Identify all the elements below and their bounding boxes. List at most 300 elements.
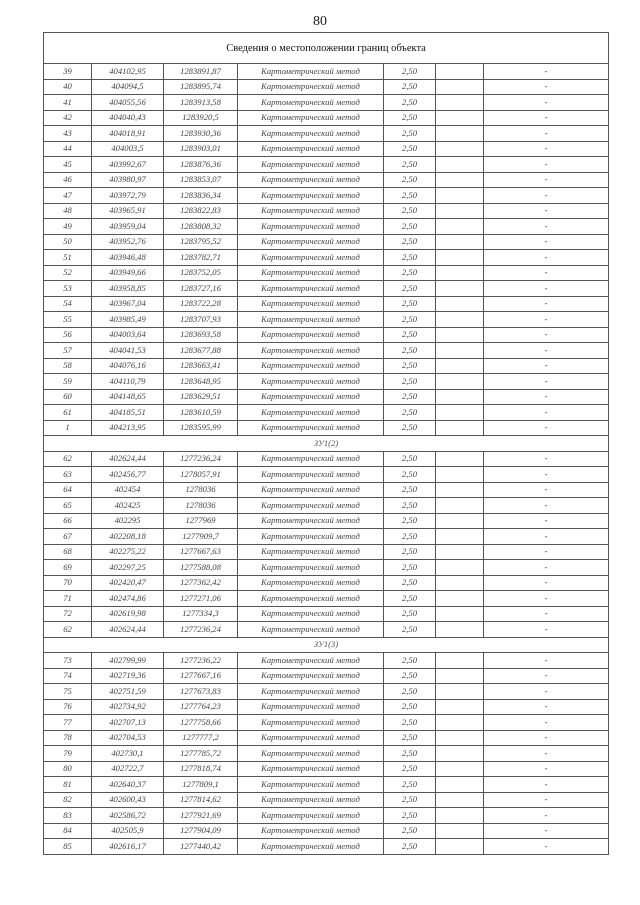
point-number: 65: [44, 498, 92, 514]
coord-x: 404213,95: [92, 420, 164, 436]
description-cell: -: [484, 188, 609, 204]
precision-cell: 2,50: [384, 250, 436, 266]
precision-cell: 2,50: [384, 839, 436, 855]
empty-cell: [436, 172, 484, 188]
method-cell: Картометрический метод: [238, 203, 384, 219]
coord-x: 404094,5: [92, 79, 164, 95]
description-cell: -: [484, 684, 609, 700]
coord-y: 1283693,58: [164, 327, 238, 343]
coord-y: 1283677,88: [164, 343, 238, 359]
point-number: 60: [44, 389, 92, 405]
coord-y: 1277777,2: [164, 730, 238, 746]
table-row: [44, 64, 609, 80]
method-cell: Картометрический метод: [238, 157, 384, 173]
point-number: 53: [44, 281, 92, 297]
coord-x: 402719,36: [92, 668, 164, 684]
method-cell: Картометрический метод: [238, 715, 384, 731]
point-number: 61: [44, 405, 92, 421]
table-row: [44, 312, 609, 328]
table-row: [44, 498, 609, 514]
coord-x: 404003,5: [92, 141, 164, 157]
coord-x: 402704,53: [92, 730, 164, 746]
coord-x: 404076,16: [92, 358, 164, 374]
method-cell: Картометрический метод: [238, 513, 384, 529]
empty-cell: [436, 110, 484, 126]
precision-cell: 2,50: [384, 312, 436, 328]
coord-x: 402275,22: [92, 544, 164, 560]
table-title: Сведения о местоположении границ объекта: [44, 33, 609, 64]
coord-x: 402425: [92, 498, 164, 514]
point-number: 43: [44, 126, 92, 142]
coord-x: 402420,47: [92, 575, 164, 591]
description-cell: -: [484, 312, 609, 328]
table-row: [44, 761, 609, 777]
description-cell: -: [484, 64, 609, 80]
section-header-row: [44, 436, 609, 452]
table-row: [44, 653, 609, 669]
page-number: 80: [313, 14, 327, 29]
coord-x: 403946,48: [92, 250, 164, 266]
description-cell: -: [484, 141, 609, 157]
table-row: [44, 808, 609, 824]
table-row: [44, 777, 609, 793]
table-row: [44, 95, 609, 111]
table-title-row: [44, 33, 609, 64]
table-row: [44, 467, 609, 483]
table-row: [44, 482, 609, 498]
precision-cell: 2,50: [384, 575, 436, 591]
description-cell: -: [484, 420, 609, 436]
description-cell: -: [484, 389, 609, 405]
coord-y: 1278036: [164, 498, 238, 514]
coord-y: 1283722,28: [164, 296, 238, 312]
precision-cell: 2,50: [384, 172, 436, 188]
description-cell: -: [484, 203, 609, 219]
description-cell: -: [484, 498, 609, 514]
empty-cell: [436, 575, 484, 591]
coord-y: 1277818,74: [164, 761, 238, 777]
point-number: 46: [44, 172, 92, 188]
empty-cell: [436, 591, 484, 607]
coord-y: 1278057,91: [164, 467, 238, 483]
method-cell: Картометрический метод: [238, 777, 384, 793]
table-row: [44, 529, 609, 545]
precision-cell: 2,50: [384, 203, 436, 219]
coord-x: 402640,37: [92, 777, 164, 793]
coord-y: 1283808,32: [164, 219, 238, 235]
coord-y: 1277236,22: [164, 653, 238, 669]
point-number: 85: [44, 839, 92, 855]
coord-y: 1283853,07: [164, 172, 238, 188]
description-cell: -: [484, 265, 609, 281]
point-number: 67: [44, 529, 92, 545]
coord-x: 402751,59: [92, 684, 164, 700]
coord-x: 403958,85: [92, 281, 164, 297]
point-number: 83: [44, 808, 92, 824]
coord-y: 1283663,41: [164, 358, 238, 374]
coord-x: 402616,17: [92, 839, 164, 855]
point-number: 42: [44, 110, 92, 126]
table-row: [44, 668, 609, 684]
table-row: [44, 374, 609, 390]
precision-cell: 2,50: [384, 591, 436, 607]
precision-cell: 2,50: [384, 126, 436, 142]
method-cell: Картометрический метод: [238, 188, 384, 204]
coord-y: 1277334,3: [164, 606, 238, 622]
table-row: [44, 684, 609, 700]
table-row: [44, 823, 609, 839]
point-number: 55: [44, 312, 92, 328]
precision-cell: 2,50: [384, 343, 436, 359]
precision-cell: 2,50: [384, 560, 436, 576]
method-cell: Картометрический метод: [238, 467, 384, 483]
point-number: 79: [44, 746, 92, 762]
table-row: [44, 296, 609, 312]
precision-cell: 2,50: [384, 715, 436, 731]
coord-x: 402586,72: [92, 808, 164, 824]
empty-cell: [436, 715, 484, 731]
method-cell: Картометрический метод: [238, 498, 384, 514]
method-cell: Картометрический метод: [238, 420, 384, 436]
coord-x: 403972,79: [92, 188, 164, 204]
precision-cell: 2,50: [384, 420, 436, 436]
point-number: 47: [44, 188, 92, 204]
point-number: 56: [44, 327, 92, 343]
precision-cell: 2,50: [384, 622, 436, 638]
coord-x: 404003,64: [92, 327, 164, 343]
table-row: [44, 591, 609, 607]
description-cell: -: [484, 653, 609, 669]
precision-cell: 2,50: [384, 296, 436, 312]
table-row: [44, 343, 609, 359]
description-cell: -: [484, 234, 609, 250]
coord-x: 404055,56: [92, 95, 164, 111]
description-cell: -: [484, 529, 609, 545]
point-number: 44: [44, 141, 92, 157]
point-number: 45: [44, 157, 92, 173]
table-row: [44, 622, 609, 638]
coord-y: 1277921,69: [164, 808, 238, 824]
precision-cell: 2,50: [384, 281, 436, 297]
empty-cell: [436, 203, 484, 219]
precision-cell: 2,50: [384, 110, 436, 126]
coord-y: 1283836,34: [164, 188, 238, 204]
precision-cell: 2,50: [384, 730, 436, 746]
method-cell: Картометрический метод: [238, 668, 384, 684]
precision-cell: 2,50: [384, 234, 436, 250]
method-cell: Картометрический метод: [238, 79, 384, 95]
description-cell: -: [484, 343, 609, 359]
precision-cell: 2,50: [384, 544, 436, 560]
description-cell: -: [484, 172, 609, 188]
description-cell: -: [484, 405, 609, 421]
table-row: [44, 234, 609, 250]
table-row: [44, 126, 609, 142]
empty-cell: [436, 250, 484, 266]
method-cell: Картометрический метод: [238, 110, 384, 126]
point-number: 48: [44, 203, 92, 219]
description-cell: -: [484, 761, 609, 777]
method-cell: Картометрический метод: [238, 405, 384, 421]
coord-x: 402624,44: [92, 622, 164, 638]
empty-cell: [436, 606, 484, 622]
coord-x: 404148,65: [92, 389, 164, 405]
description-cell: -: [484, 296, 609, 312]
description-cell: -: [484, 839, 609, 855]
point-number: 80: [44, 761, 92, 777]
coord-y: 1278036: [164, 482, 238, 498]
precision-cell: 2,50: [384, 467, 436, 483]
coord-x: 403952,76: [92, 234, 164, 250]
method-cell: Картометрический метод: [238, 482, 384, 498]
coord-y: 1277764,23: [164, 699, 238, 715]
table-row: [44, 219, 609, 235]
empty-cell: [436, 746, 484, 762]
table-row: [44, 188, 609, 204]
coord-y: 1283648,95: [164, 374, 238, 390]
empty-cell: [436, 234, 484, 250]
method-cell: Картометрический метод: [238, 808, 384, 824]
empty-cell: [436, 808, 484, 824]
coord-y: 1277904,09: [164, 823, 238, 839]
description-cell: -: [484, 374, 609, 390]
method-cell: Картометрический метод: [238, 234, 384, 250]
point-number: 63: [44, 467, 92, 483]
method-cell: Картометрический метод: [238, 560, 384, 576]
precision-cell: 2,50: [384, 327, 436, 343]
point-number: 72: [44, 606, 92, 622]
empty-cell: [436, 467, 484, 483]
method-cell: Картометрический метод: [238, 839, 384, 855]
coord-x: 404185,51: [92, 405, 164, 421]
coord-x: 403959,04: [92, 219, 164, 235]
table-row: [44, 265, 609, 281]
description-cell: -: [484, 591, 609, 607]
method-cell: Картометрический метод: [238, 343, 384, 359]
point-number: 75: [44, 684, 92, 700]
coord-y: 1277271,06: [164, 591, 238, 607]
table-row: [44, 746, 609, 762]
precision-cell: 2,50: [384, 777, 436, 793]
point-number: 54: [44, 296, 92, 312]
empty-cell: [436, 451, 484, 467]
coord-y: 1283891,87: [164, 64, 238, 80]
method-cell: Картометрический метод: [238, 606, 384, 622]
point-number: 59: [44, 374, 92, 390]
empty-cell: [436, 699, 484, 715]
coord-x: 402600,43: [92, 792, 164, 808]
description-cell: -: [484, 808, 609, 824]
description-cell: -: [484, 715, 609, 731]
coord-x: 403965,91: [92, 203, 164, 219]
coord-y: 1277809,1: [164, 777, 238, 793]
precision-cell: 2,50: [384, 808, 436, 824]
table-row: [44, 451, 609, 467]
empty-cell: [436, 839, 484, 855]
description-cell: -: [484, 544, 609, 560]
empty-cell: [436, 157, 484, 173]
method-cell: Картометрический метод: [238, 358, 384, 374]
table-row: [44, 792, 609, 808]
description-cell: -: [484, 777, 609, 793]
method-cell: Картометрический метод: [238, 296, 384, 312]
coord-y: 1283903,01: [164, 141, 238, 157]
empty-cell: [436, 265, 484, 281]
coord-x: 404102,95: [92, 64, 164, 80]
method-cell: Картометрический метод: [238, 591, 384, 607]
precision-cell: 2,50: [384, 513, 436, 529]
coord-x: 402707,13: [92, 715, 164, 731]
coord-x: 404018,91: [92, 126, 164, 142]
coord-y: 1283895,74: [164, 79, 238, 95]
empty-cell: [436, 126, 484, 142]
method-cell: Картометрический метод: [238, 451, 384, 467]
coord-x: 402474,86: [92, 591, 164, 607]
table-row: [44, 699, 609, 715]
precision-cell: 2,50: [384, 606, 436, 622]
table-row: [44, 172, 609, 188]
description-cell: -: [484, 110, 609, 126]
point-number: 58: [44, 358, 92, 374]
description-cell: -: [484, 327, 609, 343]
empty-cell: [436, 544, 484, 560]
empty-cell: [436, 482, 484, 498]
precision-cell: 2,50: [384, 374, 436, 390]
coord-y: 1283822,83: [164, 203, 238, 219]
table-row: [44, 513, 609, 529]
coord-x: 402208,18: [92, 529, 164, 545]
point-number: 39: [44, 64, 92, 80]
coord-x: 402799,99: [92, 653, 164, 669]
table-row: [44, 157, 609, 173]
table-row: [44, 327, 609, 343]
empty-cell: [436, 79, 484, 95]
section-label: ЗУ1(2): [44, 436, 609, 452]
description-cell: -: [484, 250, 609, 266]
table-row: [44, 203, 609, 219]
method-cell: Картометрический метод: [238, 792, 384, 808]
method-cell: Картометрический метод: [238, 265, 384, 281]
coord-x: 403992,67: [92, 157, 164, 173]
table-row: [44, 141, 609, 157]
description-cell: -: [484, 792, 609, 808]
point-number: 40: [44, 79, 92, 95]
description-cell: -: [484, 451, 609, 467]
empty-cell: [436, 95, 484, 111]
coord-y: 1283913,58: [164, 95, 238, 111]
point-number: 70: [44, 575, 92, 591]
table-row: [44, 358, 609, 374]
precision-cell: 2,50: [384, 653, 436, 669]
table-row: [44, 420, 609, 436]
description-cell: -: [484, 560, 609, 576]
method-cell: Картометрический метод: [238, 312, 384, 328]
precision-cell: 2,50: [384, 265, 436, 281]
method-cell: Картометрический метод: [238, 761, 384, 777]
empty-cell: [436, 64, 484, 80]
description-cell: -: [484, 358, 609, 374]
coord-y: 1283795,52: [164, 234, 238, 250]
point-number: 57: [44, 343, 92, 359]
coord-y: 1283610,59: [164, 405, 238, 421]
precision-cell: 2,50: [384, 95, 436, 111]
description-cell: -: [484, 79, 609, 95]
empty-cell: [436, 668, 484, 684]
coord-y: 1277785,72: [164, 746, 238, 762]
coord-y: 1283930,36: [164, 126, 238, 142]
coord-y: 1283595,99: [164, 420, 238, 436]
method-cell: Картометрический метод: [238, 622, 384, 638]
precision-cell: 2,50: [384, 157, 436, 173]
coord-y: 1277440,42: [164, 839, 238, 855]
empty-cell: [436, 777, 484, 793]
description-cell: -: [484, 219, 609, 235]
empty-cell: [436, 792, 484, 808]
method-cell: Картометрический метод: [238, 327, 384, 343]
precision-cell: 2,50: [384, 188, 436, 204]
precision-cell: 2,50: [384, 684, 436, 700]
coord-y: 1277758,66: [164, 715, 238, 731]
method-cell: Картометрический метод: [238, 529, 384, 545]
description-cell: -: [484, 823, 609, 839]
coord-x: 402505,9: [92, 823, 164, 839]
empty-cell: [436, 823, 484, 839]
empty-cell: [436, 529, 484, 545]
method-cell: Картометрический метод: [238, 95, 384, 111]
point-number: 69: [44, 560, 92, 576]
coord-y: 1283727,16: [164, 281, 238, 297]
coord-y: 1277969: [164, 513, 238, 529]
precision-cell: 2,50: [384, 141, 436, 157]
empty-cell: [436, 358, 484, 374]
table-row: [44, 575, 609, 591]
coord-y: 1283752,05: [164, 265, 238, 281]
point-number: 52: [44, 265, 92, 281]
point-number: 51: [44, 250, 92, 266]
description-cell: -: [484, 157, 609, 173]
point-number: 84: [44, 823, 92, 839]
method-cell: Картометрический метод: [238, 126, 384, 142]
description-cell: -: [484, 668, 609, 684]
precision-cell: 2,50: [384, 451, 436, 467]
empty-cell: [436, 513, 484, 529]
table-row: [44, 79, 609, 95]
coord-x: 402297,25: [92, 560, 164, 576]
description-cell: -: [484, 126, 609, 142]
point-number: 64: [44, 482, 92, 498]
coord-y: 1283629,51: [164, 389, 238, 405]
empty-cell: [436, 498, 484, 514]
method-cell: Картометрический метод: [238, 544, 384, 560]
method-cell: Картометрический метод: [238, 699, 384, 715]
precision-cell: 2,50: [384, 668, 436, 684]
precision-cell: 2,50: [384, 529, 436, 545]
coord-y: 1277667,63: [164, 544, 238, 560]
precision-cell: 2,50: [384, 761, 436, 777]
precision-cell: 2,50: [384, 498, 436, 514]
point-number: 49: [44, 219, 92, 235]
coord-y: 1277909,7: [164, 529, 238, 545]
empty-cell: [436, 188, 484, 204]
precision-cell: 2,50: [384, 699, 436, 715]
empty-cell: [436, 327, 484, 343]
coord-x: 404110,79: [92, 374, 164, 390]
precision-cell: 2,50: [384, 482, 436, 498]
precision-cell: 2,50: [384, 792, 436, 808]
description-cell: -: [484, 95, 609, 111]
coord-x: 402730,1: [92, 746, 164, 762]
empty-cell: [436, 389, 484, 405]
